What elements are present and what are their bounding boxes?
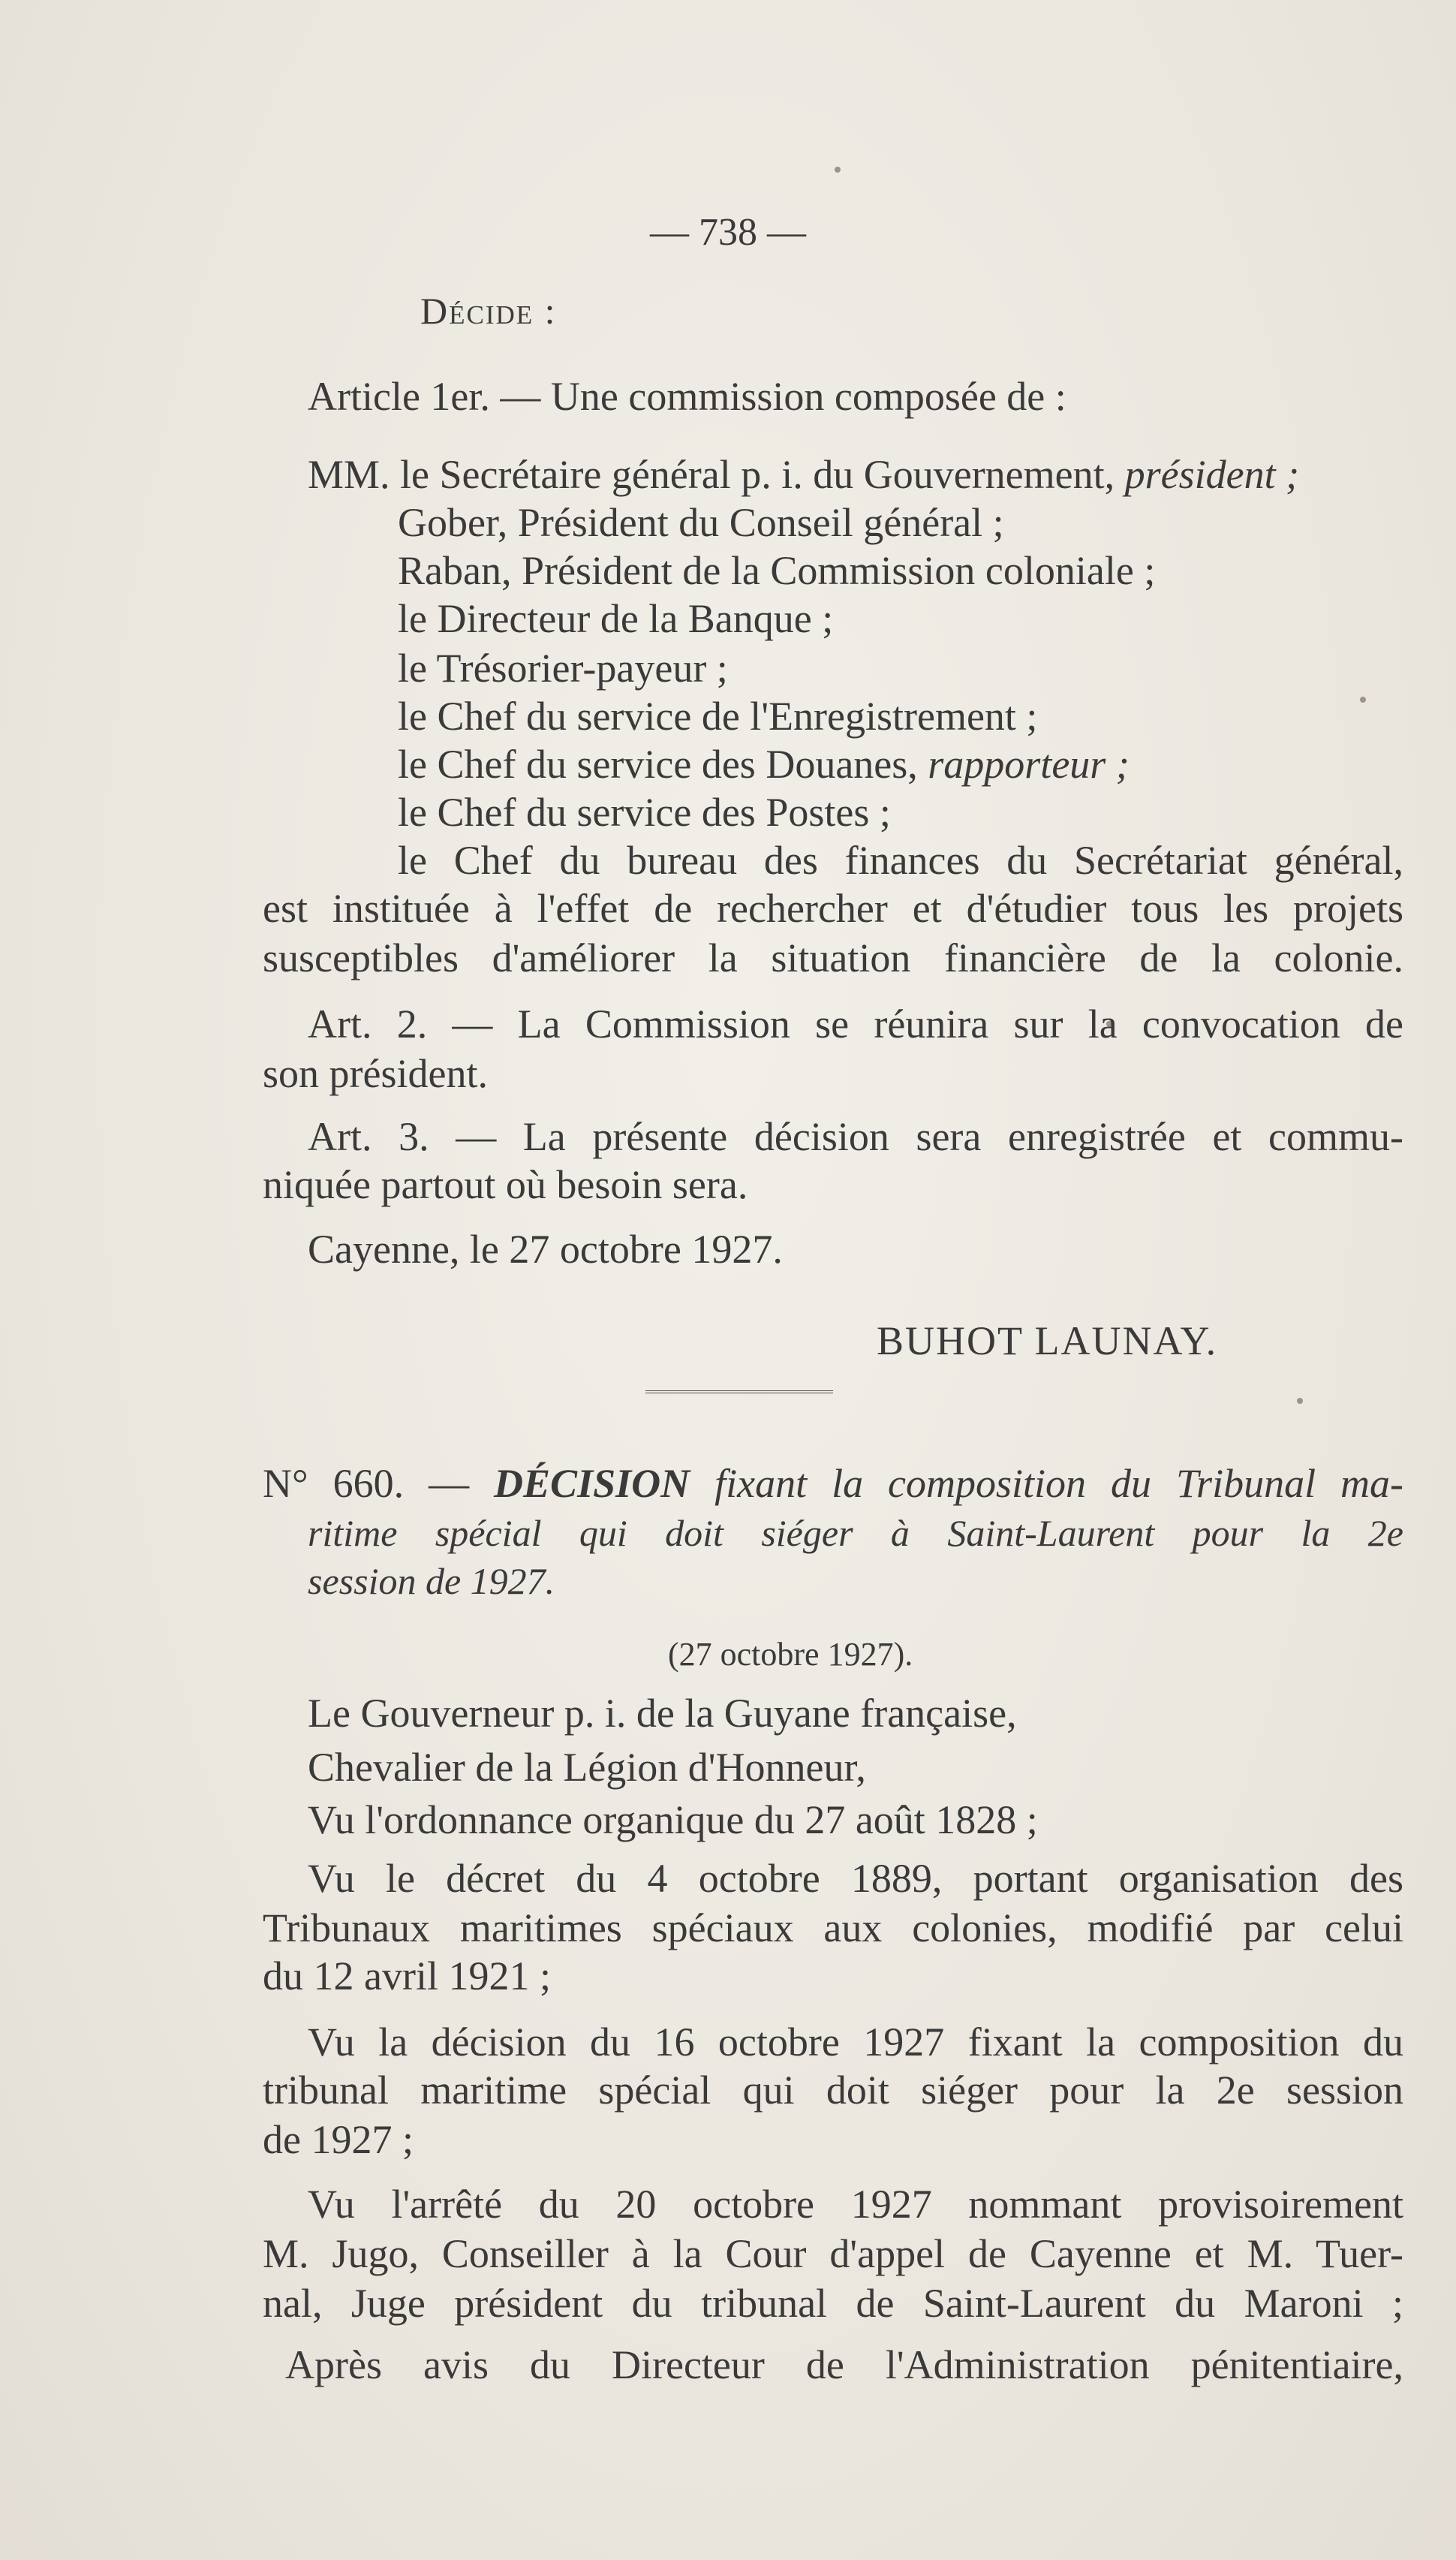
body-line: tribunal maritime spécial qui doit siéger pour la 2e session (263, 2068, 1403, 2113)
member-line: Gober, Président du Conseil général ; (398, 500, 1004, 545)
decision-title-text: fixant la composition du Tribunal ma- (714, 1461, 1404, 1506)
decision-date: (27 octobre 1927). (668, 1636, 913, 1673)
member-role: président ; (1124, 452, 1300, 497)
member-line: le Chef du bureau des finances du Secrétariat général, (398, 838, 1403, 883)
body-line: du 12 avril 1921 ; (263, 1953, 551, 1998)
decision-title-line (263, 1459, 1403, 1507)
article-2-text: Art. 2. — La Commission se réunira sur la convocation de (308, 1001, 1403, 1047)
body-line: Vu la décision du 16 octobre 1927 fixant la composition du (308, 2019, 1403, 2065)
paper-speck (1360, 697, 1366, 703)
decision-word: DÉCISION (494, 1461, 690, 1506)
body-line: M. Jugo, Conseiller à la Cour d'appel de Cayenne et M. Tuer- (263, 2231, 1403, 2276)
place-date: Cayenne, le 27 octobre 1927. (308, 1227, 783, 1272)
member-line: le Directeur de la Banque ; (398, 596, 834, 641)
article-1-text: est instituée à l'effet de rechercher et d'étudier tous les projets (263, 886, 1403, 931)
paper-speck (835, 167, 841, 173)
article-2-text: son président. (263, 1051, 488, 1096)
decide-heading: Décide : (420, 290, 557, 332)
body-line: Vu l'arrêté du 20 octobre 1927 nommant provisoirement (308, 2182, 1403, 2227)
body-line: Vu l'ordonnance organique du 27 août 1828 ; (308, 1797, 1038, 1842)
page-number: — 738 — (650, 211, 806, 254)
body-line: de 1927 ; (263, 2117, 414, 2162)
member-text: le Chef du service des Douanes, (398, 742, 928, 787)
body-line: Chevalier de la Légion d'Honneur, (308, 1745, 866, 1790)
article-1-text: susceptibles d'améliorer la situation financière de la colonie. (263, 935, 1403, 980)
article-3-text: Art. 3. — La présente décision sera enregistrée et commu- (308, 1114, 1403, 1159)
body-line: Le Gouverneur p. i. de la Guyane française, (308, 1691, 1017, 1736)
member-role: rapporteur ; (928, 742, 1130, 787)
title-dash: — (429, 1461, 470, 1506)
article-1-intro: Article 1er. — Une commission composée de : (308, 374, 1066, 419)
article-3-text: niquée partout où besoin sera. (263, 1162, 748, 1207)
body-line: Tribunaux maritimes spéciaux aux colonies, modifié par celui (263, 1905, 1403, 1950)
member-text: MM. le Secrétaire général p. i. du Gouvernement, (308, 452, 1125, 497)
member-line (398, 740, 1130, 788)
decision-title-line: session de 1927. (308, 1560, 555, 1602)
decision-title-line: ritime spécial qui doit siéger à Saint-Laurent pour la 2e (308, 1512, 1403, 1554)
member-line: le Chef du service des Postes ; (398, 790, 891, 835)
body-line: Vu le décret du 4 octobre 1889, portant organisation des (308, 1856, 1403, 1901)
signature: BUHOT LAUNAY. (877, 1318, 1218, 1363)
decision-number: N° 660. (263, 1461, 405, 1506)
member-line: le Trésorier-payeur ; (398, 646, 728, 691)
member-line (308, 450, 1299, 498)
body-line: Après avis du Directeur de l'Administration pénitentiaire, (285, 2342, 1403, 2387)
member-line: Raban, Président de la Commission coloniale ; (398, 548, 1156, 593)
body-line: nal, Juge président du tribunal de Saint-Laurent du Maroni ; (263, 2281, 1403, 2326)
member-line: le Chef du service de l'Enregistrement ; (398, 694, 1038, 739)
paper-speck (1297, 1398, 1303, 1404)
separator-rule (645, 1390, 833, 1393)
